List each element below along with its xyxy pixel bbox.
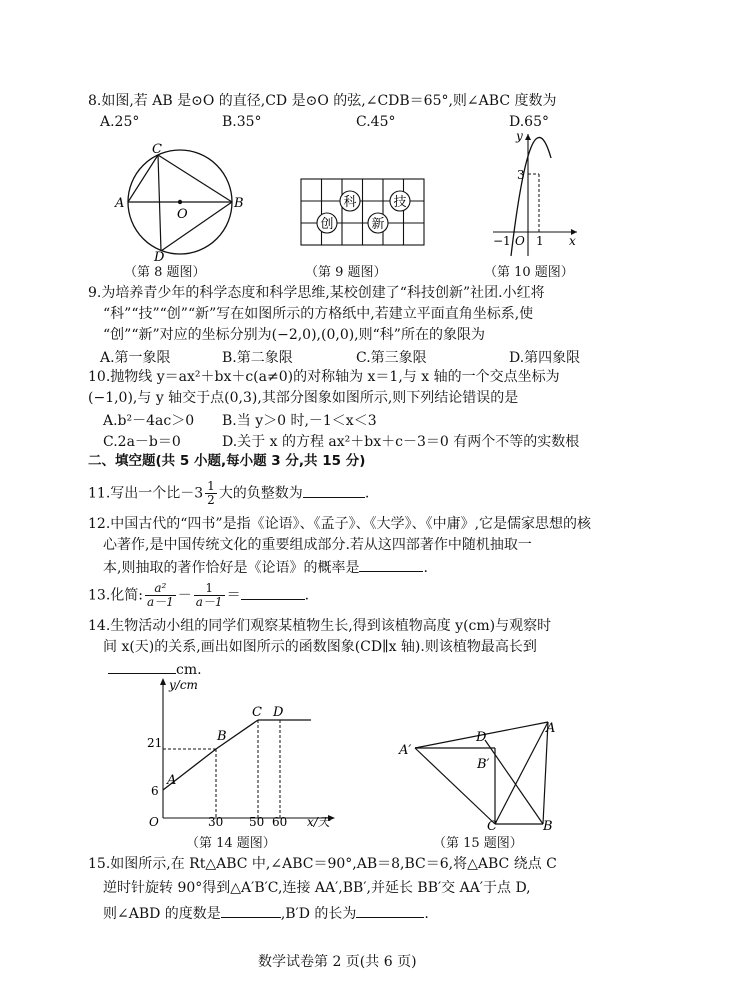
fig14-xtick-50: 50: [249, 815, 265, 828]
q13-num-1: a²: [145, 582, 176, 596]
q13-minus: －: [177, 587, 192, 604]
q15-answer-blank-1[interactable]: [221, 903, 281, 918]
fig14-point-b: B: [217, 729, 227, 744]
fig15-caption: （第 15 题图）: [433, 836, 523, 851]
q8-option-d: D.65°: [509, 114, 549, 130]
fig14-ytick-21: 21: [147, 736, 163, 750]
page-footer: 数学试卷第 2 页(共 6 页): [258, 954, 417, 970]
fig10-caption: （第 10 题图）: [484, 265, 574, 280]
q15-line-1: 15.如图所示,在 Rt△ABC 中,∠ABC＝90°,AB＝8,BC＝6,将△ABC 绕点 C: [88, 856, 557, 872]
q13-num-2: 1: [194, 582, 225, 596]
q13-den-1: a－1: [146, 595, 174, 609]
fig9-char-ji: 技: [393, 195, 407, 210]
fig14-point-d: D: [273, 705, 284, 720]
q10-option-b: B.当 y＞0 时,－1＜x＜3: [222, 413, 377, 429]
figure-9-grid-diagram: [300, 178, 426, 248]
fig8-label-b: B: [234, 196, 244, 211]
fig14-xtick-30: 30: [208, 815, 224, 828]
fig14-xlabel: x/天: [307, 815, 330, 828]
q11-frac-den: 2: [207, 493, 215, 507]
fig15-label-b: B: [543, 819, 553, 832]
q11-answer-blank[interactable]: [303, 483, 365, 498]
q10-option-c: C.2a－b＝0: [103, 434, 181, 450]
q8-stem: 8.如图,若 AB 是⊙O 的直径,CD 是⊙O 的弦,∠CDB＝65°,则∠ABC 度数为: [88, 93, 557, 109]
q8-option-c: C.45°: [356, 114, 396, 130]
fig8-label-o: O: [177, 207, 188, 222]
fig8-caption: （第 8 题图）: [124, 265, 206, 280]
q11-fraction: [205, 480, 217, 507]
q9-line-2: “科”“技”“创”“新”写在如图所示的方格纸中,若建立平面直角坐标系,使: [103, 306, 534, 322]
q12-end: .: [423, 560, 428, 576]
fig9-caption: （第 9 题图）: [305, 265, 387, 280]
q9-line-3: “创”“新”对应的坐标分别为(−2,0),(0,0),则“科”所在的象限为: [103, 327, 485, 343]
fig14-point-a: A: [167, 773, 177, 788]
q12-line-2: 心著作,是中国传统文化的重要组成部分.若从这四部著作中随机抽取一: [103, 537, 532, 553]
q9-option-d: D.第四象限: [509, 350, 581, 366]
figure-15-triangle-diagram: [395, 712, 567, 832]
q11-end: .: [364, 485, 370, 502]
fig10-label-o: O: [515, 234, 525, 248]
q13-den-2: a－1: [195, 595, 223, 609]
q14-unit: cm.: [176, 662, 202, 678]
q11: [88, 480, 369, 507]
fig15-label-c: C: [487, 819, 497, 832]
fig10-label-x: x: [569, 234, 576, 248]
fig15-label-b-prime: B′: [477, 757, 490, 772]
fig10-label-neg1: −1: [493, 234, 511, 248]
fig14-ylabel: y/cm: [169, 678, 198, 692]
q15-line-2: 逆时针旋转 90°得到△A′B′C,连接 AA′,BB′,并延长 BB′交 AA′于点 D,: [103, 880, 531, 896]
q14-line-1: 14.生物活动小组的同学们观察某植物生长,得到该植物高度 y(cm)与观察时: [88, 618, 552, 634]
fig9-char-xin: 新: [371, 217, 385, 232]
q10-line-2: (−1,0),与 y 轴交于点(0,3),其部分图象如图所示,则下列结论错误的是: [88, 390, 519, 406]
fig15-label-a: A: [546, 721, 556, 736]
q13-prefix: 13.化简:: [88, 587, 143, 604]
q9-line-1: 9.为培养青少年的科学态度和科学思维,某校创建了“科技创新”社团.小红将: [88, 285, 545, 301]
q10-line-1: 10.抛物线 y＝ax²＋bx＋c(a≠0)的对称轴为 x＝1,与 x 轴的一个交点坐标为: [88, 369, 560, 385]
q15-end: .: [424, 906, 429, 922]
q15-line-3b: ,B′D 的长为: [280, 906, 357, 922]
fig9-char-ke: 科: [343, 195, 357, 210]
fig14-ytick-6: 6: [151, 784, 159, 798]
q10-option-a: A.b²－4ac＞0: [103, 413, 195, 429]
q9-option-a: A.第一象限: [100, 350, 171, 366]
q8-option-b: B.35°: [222, 114, 262, 130]
fig14-point-c: C: [252, 705, 262, 720]
q13-end: .: [304, 587, 310, 604]
q13-fraction-2: [194, 582, 225, 609]
q12-line-3: 本,则抽取的著作恰好是《论语》的概率是: [103, 560, 360, 576]
fig8-label-d: D: [154, 250, 165, 262]
q13-equals: ＝: [226, 587, 241, 604]
fig14-origin: O: [149, 815, 159, 828]
fig14-caption: （第 14 题图）: [186, 836, 276, 851]
q12-answer-blank[interactable]: [359, 557, 423, 572]
q13: [88, 582, 309, 609]
q8-option-a: A.25°: [100, 114, 140, 130]
q10-option-d: D.关于 x 的方程 ax²＋bx＋c－3＝0 有两个不等的实数根: [222, 434, 580, 450]
q14-answer-blank[interactable]: [108, 659, 176, 674]
fig10-label-1: 1: [536, 234, 544, 248]
fig10-label-y: y: [516, 129, 523, 143]
figure-14-growth-graph: [145, 676, 345, 828]
fig10-label-3: 3: [517, 168, 525, 182]
q11-prefix: 11.写出一个比－3: [88, 485, 204, 502]
fig9-char-chuang: 创: [320, 217, 334, 232]
fig14-xtick-60: 60: [272, 815, 288, 828]
figure-10-parabola-graph: [485, 128, 585, 260]
q9-option-b: B.第二象限: [222, 350, 293, 366]
q14-line-2: 间 x(天)的关系,画出如图所示的函数图象(CD∥x 轴).则该植物最高长到: [103, 639, 537, 655]
fig15-label-d: D: [476, 730, 487, 745]
q13-fraction-1: [145, 582, 176, 609]
section-2-heading: 二、填空题(共 5 小题,每小题 3 分,共 15 分): [88, 453, 366, 469]
fig15-label-a-prime: A′: [399, 743, 412, 758]
figure-8-circle-diagram: [110, 140, 250, 262]
q9-option-c: C.第三象限: [356, 350, 427, 366]
q13-answer-blank[interactable]: [241, 585, 305, 600]
q15-line-3a: 则∠ABD 的度数是: [103, 906, 221, 922]
q12-line-1: 12.中国古代的“四书”是指《论语》、《孟子》、《大学》、《中庸》,它是儒家思想的核: [88, 516, 592, 532]
fig8-label-a: A: [115, 196, 125, 211]
q15-answer-blank-2[interactable]: [356, 903, 424, 918]
fig8-label-c: C: [152, 142, 162, 157]
q11-suffix: 大的负整数为: [218, 485, 303, 502]
q11-frac-num: 1: [207, 479, 215, 493]
